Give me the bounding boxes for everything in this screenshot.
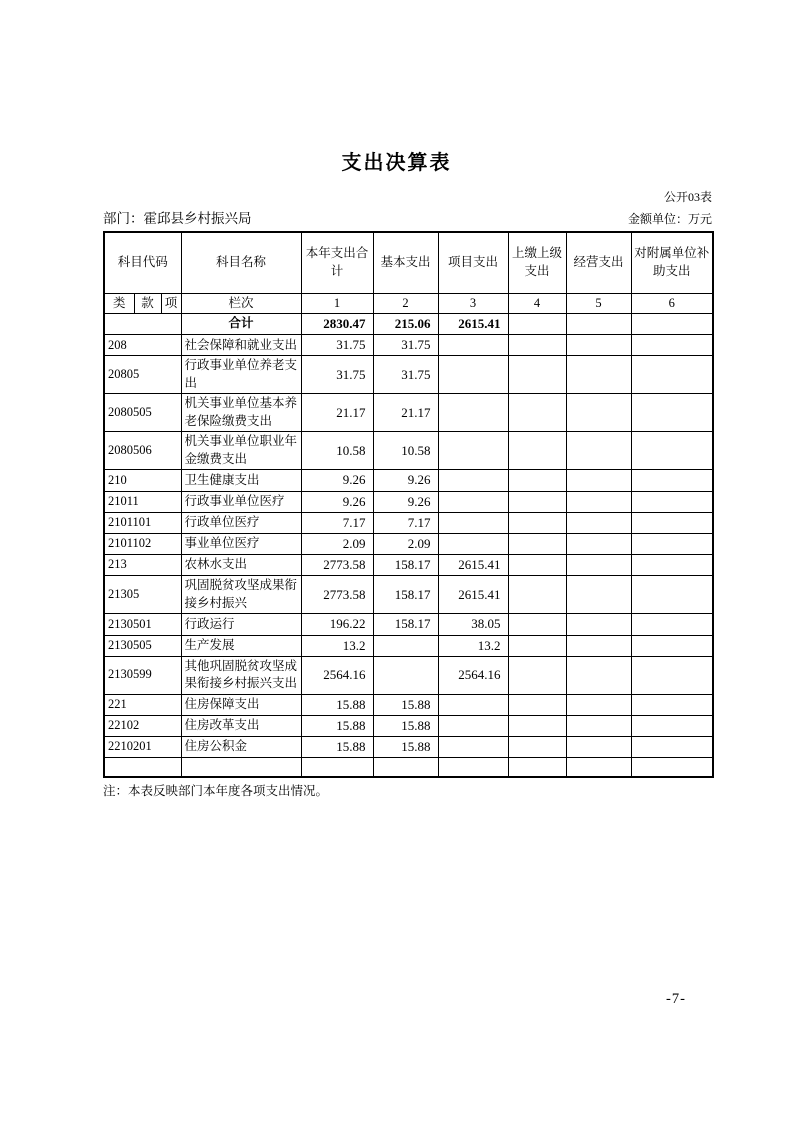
value-cell	[566, 694, 631, 715]
value-cell	[631, 491, 713, 512]
value-cell	[631, 737, 713, 758]
value-cell	[631, 356, 713, 394]
value-cell	[566, 470, 631, 491]
col-number-4: 4	[508, 293, 566, 314]
value-cell	[438, 491, 508, 512]
value-cell	[438, 737, 508, 758]
name-cell: 住房改革支出	[181, 715, 301, 736]
value-cell: 7.17	[301, 512, 373, 533]
value-cell	[508, 491, 566, 512]
code-cell: 21305	[104, 576, 181, 614]
col-number-2: 2	[373, 293, 438, 314]
value-cell: 15.88	[373, 737, 438, 758]
total-value-cell	[508, 314, 566, 335]
value-cell	[508, 512, 566, 533]
code-cell: 2210201	[104, 737, 181, 758]
value-cell	[631, 555, 713, 576]
name-cell	[181, 758, 301, 777]
table-row	[104, 432, 713, 470]
code-cell: 2080506	[104, 432, 181, 470]
table-row	[104, 491, 713, 512]
name-cell: 住房公积金	[181, 737, 301, 758]
value-cell	[566, 356, 631, 394]
code-cell: 2130505	[104, 635, 181, 656]
table-body	[104, 314, 713, 777]
header-row-main	[104, 232, 713, 293]
value-cell	[373, 656, 438, 694]
table-row	[104, 470, 713, 491]
value-cell	[438, 512, 508, 533]
value-cell	[508, 656, 566, 694]
name-cell: 农林水支出	[181, 555, 301, 576]
meta-row	[103, 207, 712, 227]
name-cell: 卫生健康支出	[181, 470, 301, 491]
code-cell: 21011	[104, 491, 181, 512]
value-cell: 9.26	[373, 491, 438, 512]
table-row	[104, 356, 713, 394]
value-cell	[508, 758, 566, 777]
total-row	[104, 314, 713, 335]
value-cell	[301, 758, 373, 777]
value-cell: 158.17	[373, 576, 438, 614]
code-cell: 213	[104, 555, 181, 576]
code-cell: 2101101	[104, 512, 181, 533]
col-number-6: 6	[631, 293, 713, 314]
value-cell	[508, 470, 566, 491]
total-value-cell	[631, 314, 713, 335]
value-cell	[566, 576, 631, 614]
col-header-basic: 基本支出	[373, 232, 438, 293]
name-cell: 行政单位医疗	[181, 512, 301, 533]
value-cell: 15.88	[373, 715, 438, 736]
value-cell: 15.88	[373, 694, 438, 715]
value-cell	[631, 614, 713, 635]
value-cell	[631, 694, 713, 715]
value-cell	[438, 394, 508, 432]
col-header-subsidy: 对附属单位补助支出	[631, 232, 713, 293]
name-cell: 行政事业单位医疗	[181, 491, 301, 512]
value-cell: 31.75	[301, 356, 373, 394]
value-cell: 10.58	[373, 432, 438, 470]
content-area	[103, 188, 712, 799]
value-cell	[566, 335, 631, 356]
value-cell: 2773.58	[301, 555, 373, 576]
value-cell	[438, 533, 508, 554]
value-cell	[566, 614, 631, 635]
total-value-cell: 215.06	[373, 314, 438, 335]
value-cell	[631, 635, 713, 656]
table-row	[104, 715, 713, 736]
header-row-sub	[104, 293, 713, 314]
value-cell: 31.75	[373, 335, 438, 356]
value-cell	[566, 432, 631, 470]
value-cell: 9.26	[301, 470, 373, 491]
table-row	[104, 576, 713, 614]
name-cell: 事业单位医疗	[181, 533, 301, 554]
total-label-cell: 合计	[181, 314, 301, 335]
value-cell: 13.2	[301, 635, 373, 656]
table-row	[104, 694, 713, 715]
sub-header-xiang: 项	[161, 293, 181, 314]
total-code-cell	[104, 314, 181, 335]
total-value-cell: 2615.41	[438, 314, 508, 335]
value-cell	[508, 715, 566, 736]
value-cell: 31.75	[301, 335, 373, 356]
form-label: 公开03表	[663, 190, 712, 204]
value-cell	[631, 656, 713, 694]
value-cell: 7.17	[373, 512, 438, 533]
col-header-operating: 经营支出	[566, 232, 631, 293]
code-cell: 2080505	[104, 394, 181, 432]
value-cell	[631, 335, 713, 356]
value-cell	[438, 694, 508, 715]
value-cell	[508, 614, 566, 635]
table-row	[104, 555, 713, 576]
code-cell: 2101102	[104, 533, 181, 554]
value-cell	[566, 635, 631, 656]
sub-header-kuan: 款	[134, 293, 161, 314]
value-cell: 15.88	[301, 715, 373, 736]
code-header: 科目代码	[104, 232, 181, 293]
value-cell: 2615.41	[438, 576, 508, 614]
value-cell	[438, 432, 508, 470]
value-cell	[438, 335, 508, 356]
value-cell: 196.22	[301, 614, 373, 635]
table-row	[104, 656, 713, 694]
name-cell: 其他巩固脱贫攻坚成果衔接乡村振兴支出	[181, 656, 301, 694]
code-cell: 2130501	[104, 614, 181, 635]
value-cell: 13.2	[438, 635, 508, 656]
table-row	[104, 335, 713, 356]
col-number-5: 5	[566, 293, 631, 314]
sub-header-lei: 类	[104, 293, 134, 314]
table-row	[104, 614, 713, 635]
value-cell	[438, 356, 508, 394]
name-cell: 社会保障和就业支出	[181, 335, 301, 356]
value-cell: 158.17	[373, 555, 438, 576]
value-cell: 15.88	[301, 737, 373, 758]
value-cell	[508, 635, 566, 656]
value-cell	[566, 715, 631, 736]
value-cell: 38.05	[438, 614, 508, 635]
value-cell	[566, 555, 631, 576]
col-number-3: 3	[438, 293, 508, 314]
value-cell: 21.17	[373, 394, 438, 432]
code-cell: 20805	[104, 356, 181, 394]
name-cell: 住房保障支出	[181, 694, 301, 715]
col-header-total: 本年支出合计	[301, 232, 373, 293]
value-cell: 2615.41	[438, 555, 508, 576]
name-cell: 机关事业单位基本养老保险缴费支出	[181, 394, 301, 432]
value-cell	[631, 576, 713, 614]
value-cell: 9.26	[301, 491, 373, 512]
code-cell: 2130599	[104, 656, 181, 694]
sub-header-lanci: 栏次	[181, 293, 301, 314]
value-cell	[438, 470, 508, 491]
total-value-cell: 2830.47	[301, 314, 373, 335]
total-value-cell	[566, 314, 631, 335]
department-label: 部门：霍邱县乡村振兴局	[103, 211, 252, 226]
value-cell	[508, 432, 566, 470]
name-cell: 巩固脱贫攻坚成果衔接乡村振兴	[181, 576, 301, 614]
name-cell: 生产发展	[181, 635, 301, 656]
table-row	[104, 394, 713, 432]
value-cell	[566, 533, 631, 554]
value-cell	[631, 715, 713, 736]
name-cell: 行政运行	[181, 614, 301, 635]
value-cell: 158.17	[373, 614, 438, 635]
expenditure-table	[103, 231, 714, 778]
page-title: 支出决算表	[341, 152, 452, 174]
value-cell	[566, 512, 631, 533]
value-cell	[566, 491, 631, 512]
value-cell	[438, 715, 508, 736]
value-cell	[631, 533, 713, 554]
value-cell	[631, 758, 713, 777]
value-cell	[508, 694, 566, 715]
value-cell: 9.26	[373, 470, 438, 491]
value-cell	[508, 335, 566, 356]
value-cell	[508, 533, 566, 554]
value-cell	[566, 737, 631, 758]
table-row	[104, 635, 713, 656]
code-cell: 221	[104, 694, 181, 715]
value-cell: 31.75	[373, 356, 438, 394]
value-cell: 2564.16	[301, 656, 373, 694]
table-row	[104, 737, 713, 758]
table-row	[104, 533, 713, 554]
code-cell	[104, 758, 181, 777]
value-cell	[631, 512, 713, 533]
value-cell	[566, 394, 631, 432]
value-cell	[508, 555, 566, 576]
value-cell	[566, 656, 631, 694]
value-cell: 15.88	[301, 694, 373, 715]
value-cell	[438, 758, 508, 777]
page-number: -7-	[666, 991, 686, 1007]
value-cell	[373, 758, 438, 777]
value-cell: 2.09	[301, 533, 373, 554]
code-cell: 208	[104, 335, 181, 356]
table-note: 注：本表反映部门本年度各项支出情况。	[103, 783, 329, 798]
col-number-1: 1	[301, 293, 373, 314]
col-header-project: 项目支出	[438, 232, 508, 293]
value-cell: 2773.58	[301, 576, 373, 614]
table-row	[104, 512, 713, 533]
value-cell: 2564.16	[438, 656, 508, 694]
value-cell	[508, 737, 566, 758]
code-cell: 22102	[104, 715, 181, 736]
value-cell: 2.09	[373, 533, 438, 554]
value-cell	[508, 576, 566, 614]
value-cell	[373, 635, 438, 656]
code-cell: 210	[104, 470, 181, 491]
name-cell: 行政事业单位养老支出	[181, 356, 301, 394]
value-cell	[631, 432, 713, 470]
name-cell: 机关事业单位职业年金缴费支出	[181, 432, 301, 470]
unit-label: 金额单位：万元	[627, 212, 712, 226]
name-header: 科目名称	[181, 232, 301, 293]
value-cell	[631, 470, 713, 491]
value-cell	[508, 394, 566, 432]
table-row	[104, 758, 713, 777]
col-header-upward: 上缴上级支出	[508, 232, 566, 293]
value-cell: 10.58	[301, 432, 373, 470]
value-cell	[631, 394, 713, 432]
value-cell: 21.17	[301, 394, 373, 432]
value-cell	[508, 356, 566, 394]
value-cell	[566, 758, 631, 777]
